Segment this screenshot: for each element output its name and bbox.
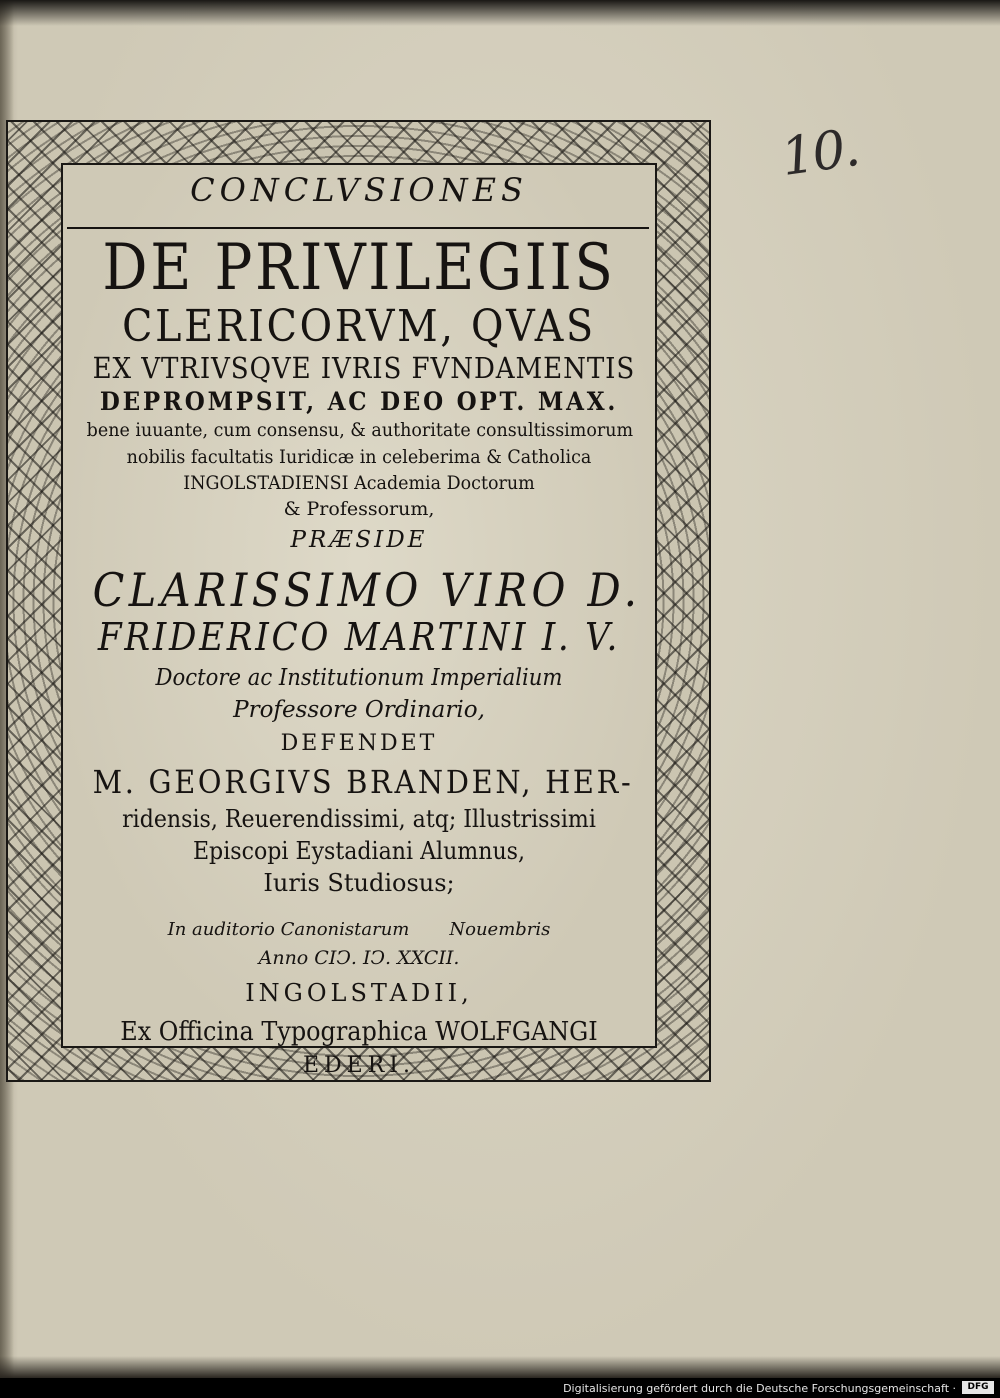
folio-number: 10. [777, 117, 862, 189]
footer-bar [0, 1378, 1000, 1398]
text-bene-iuuante: bene iuuante, cum consensu, & authoritate consultissimorum [86, 419, 634, 441]
text-year: Anno CIↃ. IↃ. XXCII. [258, 947, 460, 969]
text-episcopi: Episcopi Eystadiani Alumnus, [192, 837, 526, 865]
text-iuris-studiosus: Iuris Studiosus; [263, 869, 455, 897]
text-georgius-branden: M. GEORGIVS BRANDEN, HER- [92, 763, 634, 801]
text-professorum: & Professorum, [283, 498, 435, 520]
imprint-ederi: EDERI. [302, 1053, 415, 1078]
title-rule [67, 227, 649, 229]
text-auditorio: In auditorio Canonistarum [167, 919, 410, 940]
title-page-text [63, 165, 655, 1078]
text-clarissimo-viro: CLARISSIMO VIRO D. [92, 563, 642, 617]
dfg-logo[interactable]: DFG [962, 1381, 994, 1394]
text-nobilis: nobilis facultatis Iuridicæ in celeberima & Catholica [126, 446, 592, 468]
page-shadow [0, 0, 1000, 26]
text-doctore: Doctore ac Institutionum Imperialium [155, 665, 563, 691]
text-friderico-martini: FRIDERICO MARTINI I. V. [97, 615, 621, 659]
imprint-officina: Ex Officina Typographica WOLFGANGI [120, 1017, 598, 1047]
footer-credit: Digitalisierung gefördert durch die Deutsche Forschungsgemeinschaft · [563, 1382, 956, 1395]
text-ridensis: ridensis, Reuerendissimi, atq; Illustrissimi [122, 805, 596, 833]
text-ingolstadiensi: INGOLSTADIENSI Academia Doctorum [183, 472, 535, 494]
title-de-privilegiis: DE PRIVILEGIIS [102, 231, 616, 305]
title-conclusiones: CONCLVSIONES [190, 171, 528, 209]
text-praeside: PRÆSIDE [290, 527, 428, 553]
imprint-ingolstadii: INGOLSTADII, [245, 979, 473, 1007]
text-defendet: DEFENDET [280, 731, 438, 756]
text-professore: Professore Ordinario, [233, 697, 485, 723]
title-deprompsit: DEPROMPSIT, AC DEO OPT. MAX. [99, 387, 619, 416]
title-clericorum: CLERICORVM, QVAS [122, 301, 596, 352]
text-place-line [63, 919, 655, 940]
title-ex-utriusque: EX VTRIVSQVE IVRIS FVNDAMENTIS [92, 351, 636, 385]
text-nouembris: Nouembris [449, 919, 551, 940]
